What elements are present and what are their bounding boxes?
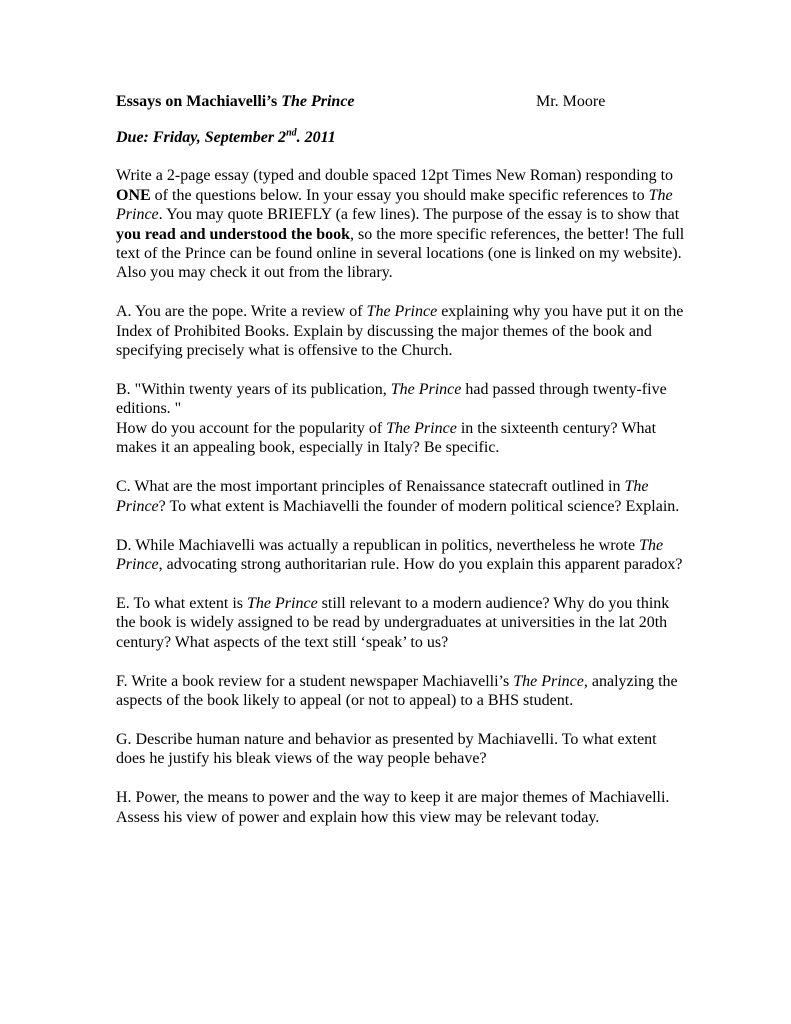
question-f: F. Write a book review for a student newspaper Machiavelli’s The Prince, analyzing the aspects of the book likely to appeal (or not to appeal) to a BHS student. (116, 672, 678, 709)
question-a: A. You are the pope. Write a review of The Prince explaining why you have put it on the Index of Prohibited Books. Explain by discussing the major themes of the book and specifying precisely what is offensive to the Church. (116, 303, 684, 360)
book-title: The Prince (281, 93, 355, 110)
question-c: C. What are the most important principles of Renaissance statecraft outlined in The Prince? To what extent is Machiavelli the founder of modern political science? Explain. (116, 478, 680, 515)
book-title: The Prince (366, 303, 438, 321)
question-h: H. Power, the means to power and the way to keep it are major themes of Machiavelli. Assess his view of power and explain how this view may be relevant today. (116, 789, 670, 826)
book-title: The Prince (116, 478, 649, 515)
question-b: B. "Within twenty years of its publication, The Prince had passed through twenty-five editions. " How do you account for the popularity of The Prince in the sixteenth century? What makes it an appealing book, especially in Italy? Be specific. (116, 381, 667, 457)
question-g: G. Describe human nature and behavior as presented by Machiavelli. To what extent does he justify his bleak views of the way people behave? (116, 730, 657, 768)
book-title: The Prince (513, 672, 584, 690)
question-d: D. While Machiavelli was actually a republican in politics, nevertheless he wrote The Prince, advocating strong authoritarian rule. How do you explain this apparent paradox? (116, 536, 683, 573)
book-title: The Prince (116, 186, 673, 224)
document-title: Essays on Machiavelli’s The Prince (116, 93, 355, 110)
question-e: E. To what extent is The Prince still relevant to a modern audience? Why do you think the book is widely assigned to be read by undergraduates at universities in the lat 20th century? What aspects of the text still ‘speak’ to us? (116, 594, 670, 651)
book-title: The Prince (386, 419, 457, 437)
due-date: Due: Friday, September 2nd. 2011 (116, 127, 336, 146)
teacher-name: Mr. Moore (536, 93, 606, 110)
document-header (116, 92, 686, 112)
document-page (116, 92, 686, 827)
book-title: The Prince (116, 536, 664, 573)
book-title: The Prince (390, 381, 462, 399)
book-title: The Prince (247, 594, 318, 612)
instructions-paragraph: Write a 2-page essay (typed and double spaced 12pt Times New Roman) responding to ONE of the questions below. In your essay you should make specific references to The Prince. You may quote BRIEFLY (a few lines). The purpose of the essay is to show that you read and understood the book, so the more specific references, the better! The full text of the Prince can be found online in several locations (one is linked on my website). Also you may check it out from the library. (116, 167, 685, 282)
